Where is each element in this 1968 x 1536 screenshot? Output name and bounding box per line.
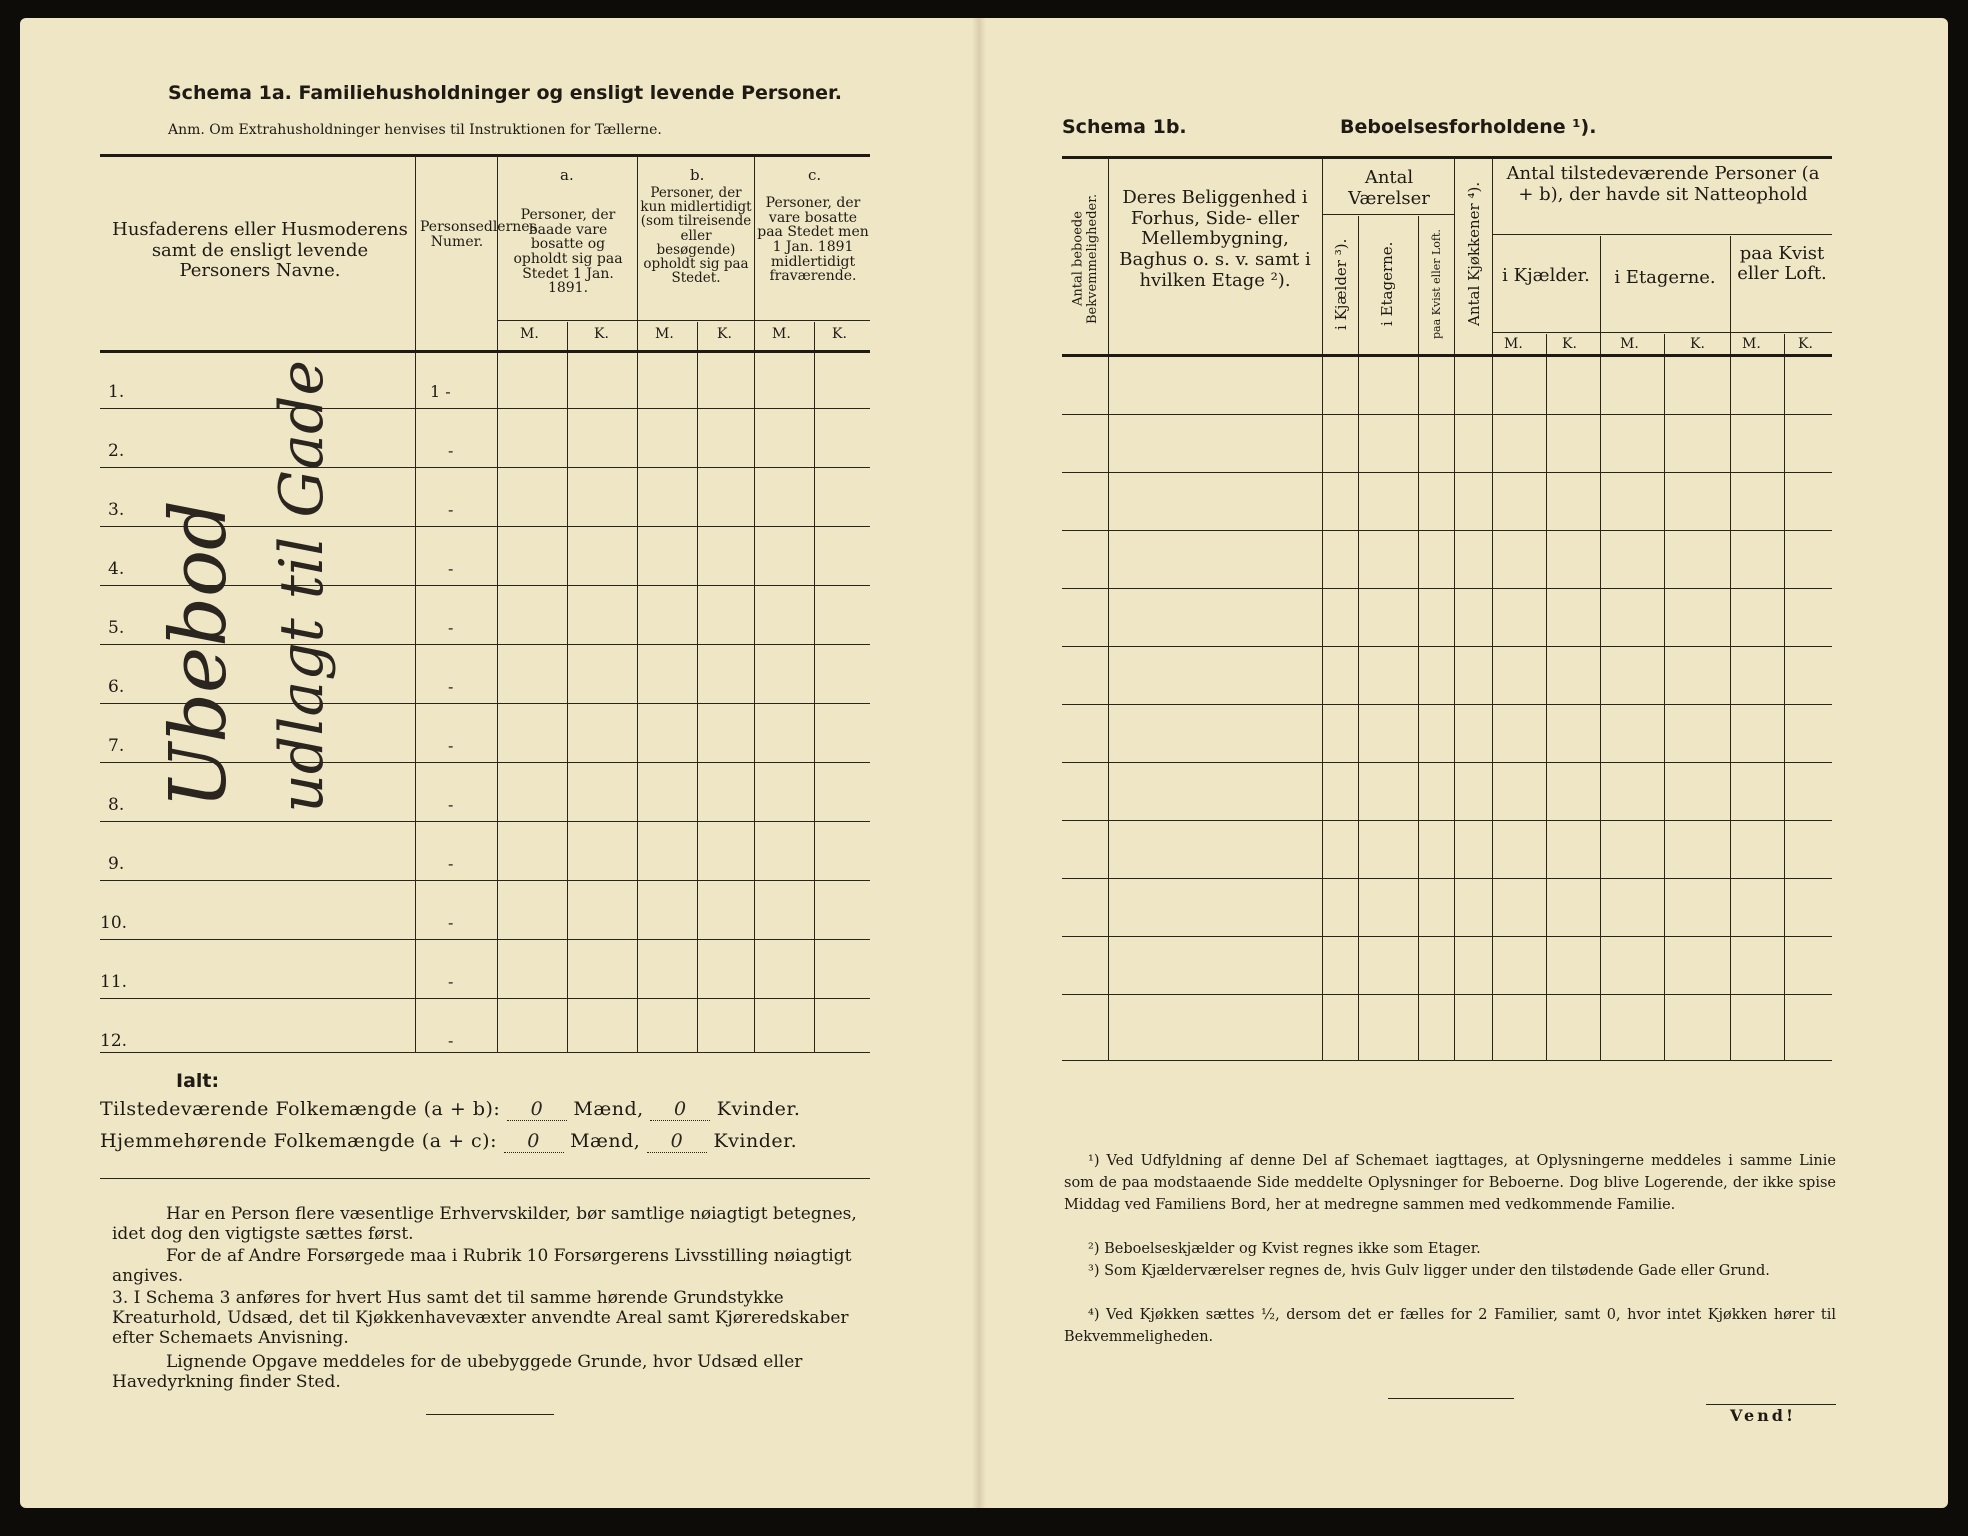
footnote-1: ¹) Ved Udfyldning af denne Del af Schemaet iagttages, at Oplysningerne meddeles i samme Linie som de paa modstaaende Side meddelte Oplysninger for Beboerne. Dog blive Logerende, der ikke spise Middag ved Familiens Bord, her at medregne sammen med vedkommende Familie. — [1064, 1153, 1836, 1213]
header-b-letter: b. — [690, 166, 705, 184]
header-names: Husfaderens eller Husmoderens samt de ensligt levende Personers Navne. — [112, 219, 408, 282]
footnote-2: ²) Beboelseskjælder og Kvist regnes ikke som Etager. — [1088, 1241, 1481, 1257]
schema-1a-title: Schema 1a. Familiehusholdninger og ensligt levende Personer. — [168, 82, 842, 104]
rcol-line — [1358, 216, 1359, 1060]
mk-rule — [497, 320, 870, 321]
vend-rule — [1706, 1404, 1836, 1405]
header-a-letter: a. — [560, 166, 574, 184]
row-rule — [100, 408, 870, 409]
rrow-rule — [1062, 588, 1832, 589]
header-p-kj: i Kjælder. — [1502, 265, 1590, 286]
header-bottom-rule — [100, 350, 870, 353]
rcol-line — [1546, 334, 1547, 1060]
header-kitchens: Antal Kjøkkener ⁴). — [1465, 181, 1483, 327]
instruction-4: Lignende Opgave meddeles for de ubebyggede Grunde, hvor Udsæd eller Havedyrkning finder Sted. — [112, 1352, 803, 1392]
total-resident-label: Hjemmehørende Folkemængde (a + c): — [100, 1130, 497, 1152]
row-rule — [100, 821, 870, 822]
col-line — [637, 156, 638, 1052]
row-number: - — [448, 913, 454, 932]
rmk-label: M. — [1620, 336, 1639, 352]
rmk-label: K. — [1798, 336, 1813, 352]
row-label: 5. — [108, 618, 125, 638]
header-a-text: Personer, der baade vare bosatte og opholdt sig paa Stedet 1 Jan. 1891. — [513, 207, 623, 297]
header-number: Personsedlernes Numer. — [420, 219, 537, 250]
mk-label: M. — [772, 326, 791, 342]
men-unit: Mænd, — [570, 1130, 641, 1152]
rrow-rule — [1062, 472, 1832, 473]
col-line — [697, 322, 698, 1052]
header-b-text: Personer, der kun midlertidigt (som tilreisende eller besøgende) opholdt sig paa Stedet. — [640, 185, 752, 287]
rrow-rule — [1062, 820, 1832, 821]
rmk-label: M. — [1742, 336, 1761, 352]
row-rule — [100, 467, 870, 468]
row-label: 3. — [108, 500, 125, 520]
row-number: - — [448, 972, 454, 991]
instruction-3: 3. I Schema 3 anføres for hvert Hus samt det til samme hørende Grundstykke Kreaturhold, Udsæd, det til Kjøkkenhavevæxter anvendte Areal samt Kjøreredskaber efter Schemaets Anvisning. — [112, 1288, 849, 1348]
rcol-line — [1492, 158, 1493, 1060]
schema-1b-title: Schema 1b. — [1062, 116, 1187, 138]
rrow-rule — [1062, 704, 1832, 705]
col-line — [567, 322, 568, 1052]
row-number: - — [448, 854, 454, 873]
mk-label: M. — [520, 326, 539, 342]
rmk-label: M. — [1504, 336, 1523, 352]
rcol-line — [1322, 158, 1323, 1060]
rcol-line — [1664, 334, 1665, 1060]
rrow-rule — [1062, 994, 1832, 995]
present-mk-rule — [1492, 332, 1832, 333]
rrow-rule — [1062, 530, 1832, 531]
rrow-rule — [1062, 936, 1832, 937]
header-c-letter: c. — [808, 166, 822, 184]
rcol-line — [1108, 158, 1109, 1060]
footnote-end-rule — [1388, 1398, 1514, 1399]
row-number: 1 - — [430, 382, 451, 401]
women-unit: Kvinder. — [713, 1130, 798, 1152]
rcol-line — [1454, 158, 1455, 1060]
row-number: - — [448, 736, 454, 755]
row-rule — [100, 998, 870, 999]
row-label: 8. — [108, 795, 125, 815]
men-unit: Mænd, — [573, 1098, 644, 1120]
col-line — [415, 156, 416, 1052]
mk-label: M. — [655, 326, 674, 342]
row-label: 7. — [108, 736, 125, 756]
total-resident-women: 0 — [647, 1130, 707, 1153]
header-rooms-kj: i Kjælder ³). — [1332, 238, 1350, 330]
col-line — [754, 156, 755, 1052]
handwriting-ubebod: Ubebod — [154, 500, 244, 809]
header-col1: Antal beboede Bekvemmeligheder. — [1070, 193, 1100, 325]
total-resident-line — [100, 1130, 797, 1153]
row-label: 11. — [100, 972, 128, 992]
row-label: 9. — [108, 854, 125, 874]
rheader-bottom-rule — [1062, 354, 1832, 357]
header-p-kv: paa Kvist eller Loft. — [1737, 243, 1827, 284]
row-number: - — [448, 795, 454, 814]
header-rooms: Antal Værelser — [1348, 167, 1430, 209]
rooms-rule — [1322, 214, 1454, 215]
row-number: - — [448, 618, 454, 637]
col-line — [497, 156, 498, 1052]
vend-label: Vend! — [1730, 1406, 1796, 1425]
rcol-line — [1418, 216, 1419, 1060]
row-rule — [100, 939, 870, 940]
total-present-line — [100, 1098, 800, 1121]
rrow-rule — [1062, 878, 1832, 879]
row-rule — [100, 880, 870, 881]
row-label: 6. — [108, 677, 125, 697]
women-unit: Kvinder. — [716, 1098, 801, 1120]
row-rule — [100, 1052, 870, 1053]
row-label: 2. — [108, 441, 125, 461]
row-number: - — [448, 441, 454, 460]
header-present: Antal tilstedeværende Personer (a + b), der havde sit Natteophold — [1506, 163, 1820, 205]
total-resident-men: 0 — [504, 1130, 564, 1153]
mk-label: K. — [594, 326, 609, 342]
header-c-text: Personer, der vare bosatte paa Stedet men 1 Jan. 1891 midlertidigt fraværende. — [757, 195, 869, 285]
page-fold — [972, 18, 986, 1508]
present-rule — [1492, 234, 1832, 235]
header-rooms-kv: paa Kvist eller Loft. — [1430, 229, 1444, 339]
header-rooms-et: i Etagerne. — [1378, 241, 1396, 327]
instruction-2: For de af Andre Forsørgede maa i Rubrik 10 Forsørgerens Livsstilling nøiagtigt angives. — [112, 1246, 852, 1286]
header-p-et: i Etagerne. — [1614, 267, 1716, 288]
rmk-label: K. — [1690, 336, 1705, 352]
row-number: - — [448, 1031, 454, 1050]
col-line — [814, 322, 815, 1052]
mk-label: K. — [832, 326, 847, 342]
footnote-3: ³) Som Kjælderværelser regnes de, hvis Gulv ligger under den tilstødende Gade eller Grund. — [1088, 1263, 1770, 1279]
end-rule — [426, 1414, 554, 1415]
total-present-men: 0 — [507, 1098, 567, 1121]
row-label: 12. — [100, 1031, 128, 1051]
total-present-women: 0 — [650, 1098, 710, 1121]
row-number: - — [448, 559, 454, 578]
handwriting-udlagt: udlagt til Gade — [267, 360, 337, 813]
row-number: - — [448, 500, 454, 519]
rrow-rule — [1062, 1060, 1832, 1061]
instruction-1: Har en Person flere væsentlige Erhvervskilder, bør samtlige nøiagtigt betegnes, idet dog den vigtigste sættes først. — [112, 1204, 857, 1244]
rrow-rule — [1062, 414, 1832, 415]
row-label: 1. — [108, 382, 125, 402]
row-number: - — [448, 677, 454, 696]
footnote-4: ⁴) Ved Kjøkken sættes ½, dersom det er fælles for 2 Familier, samt 0, hvor intet Kjøkken hører til Bekvemmeligheden. — [1064, 1307, 1836, 1345]
rtable-top-rule — [1062, 156, 1832, 159]
schema-1a-note: Anm. Om Extrahusholdninger henvises til Instruktionen for Tællerne. — [168, 122, 662, 138]
total-present-label: Tilstedeværende Folkemængde (a + b): — [100, 1098, 501, 1120]
row-label: 10. — [100, 913, 128, 933]
schema-1b-subtitle: Beboelsesforholdene ¹). — [1340, 116, 1597, 138]
mk-label: K. — [717, 326, 732, 342]
rrow-rule — [1062, 762, 1832, 763]
rcol-line — [1784, 334, 1785, 1060]
rrow-rule — [1062, 646, 1832, 647]
header-col2: Deres Beliggenhed i Forhus, Side- eller Mellembygning, Baghus o. s. v. samt i hvilken Etage ²). — [1119, 187, 1311, 291]
ialt-label: Ialt: — [176, 1070, 220, 1092]
rmk-label: K. — [1562, 336, 1577, 352]
row-label: 4. — [108, 559, 125, 579]
totals-rule — [100, 1178, 870, 1179]
